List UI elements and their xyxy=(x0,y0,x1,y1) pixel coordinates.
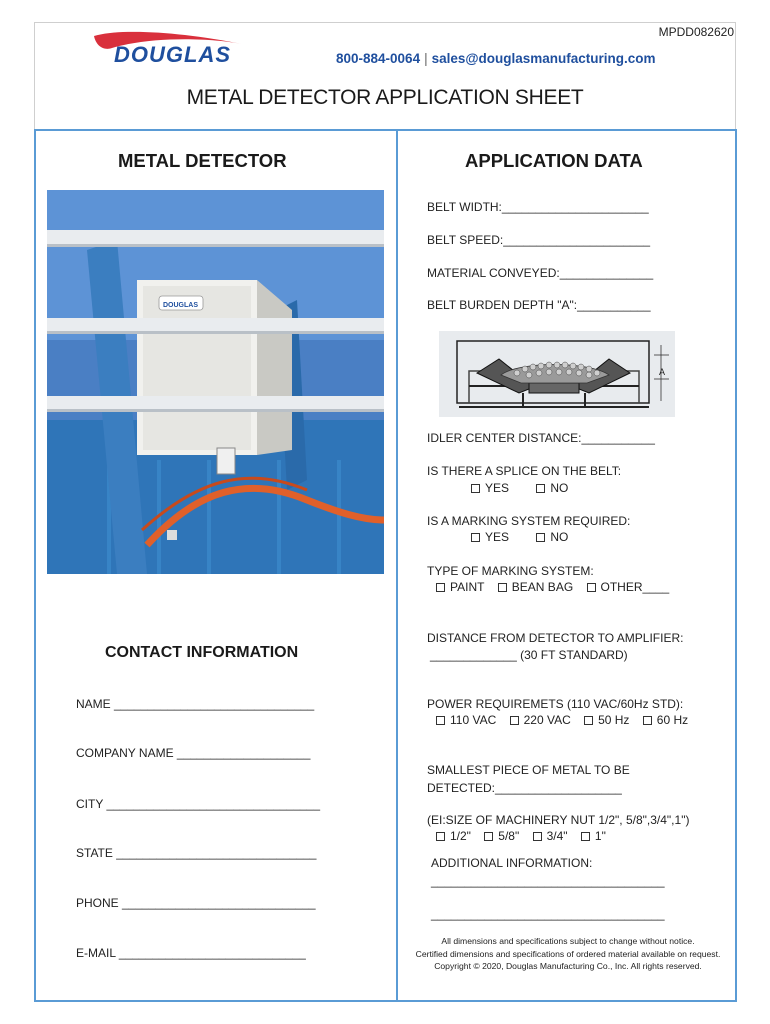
marking-type-other[interactable]: OTHER____ xyxy=(587,580,670,594)
checkbox-icon[interactable] xyxy=(510,716,519,725)
material-conveyed-field[interactable]: MATERIAL CONVEYED:______________ xyxy=(427,266,654,280)
checkbox-icon[interactable] xyxy=(581,832,590,841)
application-data-heading: APPLICATION DATA xyxy=(465,150,643,171)
marking-no-option[interactable]: NO xyxy=(536,530,568,544)
footer-copyright: Copyright © 2020, Douglas Manufacturing Co., Inc. All rights reserved. xyxy=(434,961,702,971)
belt-burden-depth-field[interactable]: BELT BURDEN DEPTH "A":___________ xyxy=(427,298,651,312)
additional-info-line-1[interactable]: ___________________________________ xyxy=(431,874,665,888)
email-link[interactable]: sales@douglasmanufacturing.com xyxy=(431,51,656,66)
checkbox-icon[interactable] xyxy=(471,484,480,493)
douglas-logo xyxy=(92,30,267,68)
metal-detector-photo xyxy=(47,190,384,574)
checkbox-icon[interactable] xyxy=(533,832,542,841)
belt-width-field[interactable]: BELT WIDTH:______________________ xyxy=(427,200,649,214)
email-field[interactable]: E-MAIL ____________________________ xyxy=(76,946,306,960)
checkbox-icon[interactable] xyxy=(498,583,507,592)
additional-information-label: ADDITIONAL INFORMATION: xyxy=(431,856,593,870)
idler-diagram xyxy=(439,331,675,417)
name-field[interactable]: NAME ______________________________ xyxy=(76,697,315,711)
nut-size-example: (EI:SIZE OF MACHINERY NUT 1/2", 5/8",3/4",1") xyxy=(427,813,690,827)
checkbox-icon[interactable] xyxy=(484,832,493,841)
marking-required-question: IS A MARKING SYSTEM REQUIRED: xyxy=(427,514,631,528)
checkbox-icon[interactable] xyxy=(436,832,445,841)
distance-field[interactable]: _____________ (30 FT STANDARD) xyxy=(430,648,628,662)
checkbox-icon[interactable] xyxy=(587,583,596,592)
marking-type-options xyxy=(436,580,679,594)
checkbox-icon[interactable] xyxy=(584,716,593,725)
splice-options xyxy=(471,481,578,495)
footer-line-1: All dimensions and specifications subject to change without notice. xyxy=(441,936,695,946)
size-one-inch[interactable]: 1" xyxy=(581,829,606,843)
contact-information-heading: CONTACT INFORMATION xyxy=(105,644,299,661)
smallest-metal-question: SMALLEST PIECE OF METAL TO BE xyxy=(427,763,630,777)
column-divider xyxy=(396,129,398,1002)
marking-yes-option[interactable]: YES xyxy=(471,530,509,544)
power-110vac[interactable]: 110 VAC xyxy=(436,713,496,727)
state-field[interactable]: STATE ______________________________ xyxy=(76,846,317,860)
checkbox-icon[interactable] xyxy=(436,583,445,592)
phone-field[interactable]: PHONE _____________________________ xyxy=(76,896,316,910)
power-options xyxy=(436,713,698,727)
marking-required-options xyxy=(471,530,578,544)
checkbox-icon[interactable] xyxy=(643,716,652,725)
diagram-label-a: A xyxy=(659,367,666,377)
city-field[interactable]: CITY ________________________________ xyxy=(76,797,321,811)
belt-speed-field[interactable]: BELT SPEED:______________________ xyxy=(427,233,651,247)
splice-no-option[interactable]: NO xyxy=(536,481,568,495)
company-name-field[interactable]: COMPANY NAME ____________________ xyxy=(76,746,311,760)
marking-type-question: TYPE OF MARKING SYSTEM: xyxy=(427,564,594,578)
distance-question: DISTANCE FROM DETECTOR TO AMPLIFIER: xyxy=(427,631,684,645)
document-code: MPDD082620 xyxy=(658,25,734,39)
power-220vac[interactable]: 220 VAC xyxy=(510,713,571,727)
logo-text: DOUGLAS xyxy=(114,42,231,67)
marking-type-bean-bag[interactable]: BEAN BAG xyxy=(498,580,573,594)
phone-number: 800-884-0064 xyxy=(336,51,421,66)
checkbox-icon[interactable] xyxy=(536,533,545,542)
power-question: POWER REQUIREMETS (110 VAC/60Hz STD): xyxy=(427,697,684,711)
idler-center-distance-field[interactable]: IDLER CENTER DISTANCE:___________ xyxy=(427,431,655,445)
checkbox-icon[interactable] xyxy=(471,533,480,542)
splice-yes-option[interactable]: YES xyxy=(471,481,509,495)
size-five-eighths[interactable]: 5/8" xyxy=(484,829,519,843)
metal-detector-heading: METAL DETECTOR xyxy=(118,150,287,171)
photo-sign-text: DOUGLAS xyxy=(163,302,198,309)
splice-question: IS THERE A SPLICE ON THE BELT: xyxy=(427,464,622,478)
smallest-metal-field[interactable]: DETECTED:___________________ xyxy=(427,781,622,795)
footer-notice xyxy=(400,935,736,973)
power-50hz[interactable]: 50 Hz xyxy=(584,713,629,727)
checkbox-icon[interactable] xyxy=(536,484,545,493)
nut-size-options xyxy=(436,829,616,843)
contact-line xyxy=(336,51,656,66)
size-three-quarters[interactable]: 3/4" xyxy=(533,829,568,843)
footer-line-2: Certified dimensions and specifications of ordered material available on request. xyxy=(415,948,721,959)
additional-info-line-2[interactable]: ___________________________________ xyxy=(431,907,665,921)
page-title: METAL DETECTOR APPLICATION SHEET xyxy=(186,86,584,109)
size-half-inch[interactable]: 1/2" xyxy=(436,829,471,843)
checkbox-icon[interactable] xyxy=(436,716,445,725)
separator: | xyxy=(424,51,428,66)
power-60hz[interactable]: 60 Hz xyxy=(643,713,688,727)
marking-type-paint[interactable]: PAINT xyxy=(436,580,484,594)
